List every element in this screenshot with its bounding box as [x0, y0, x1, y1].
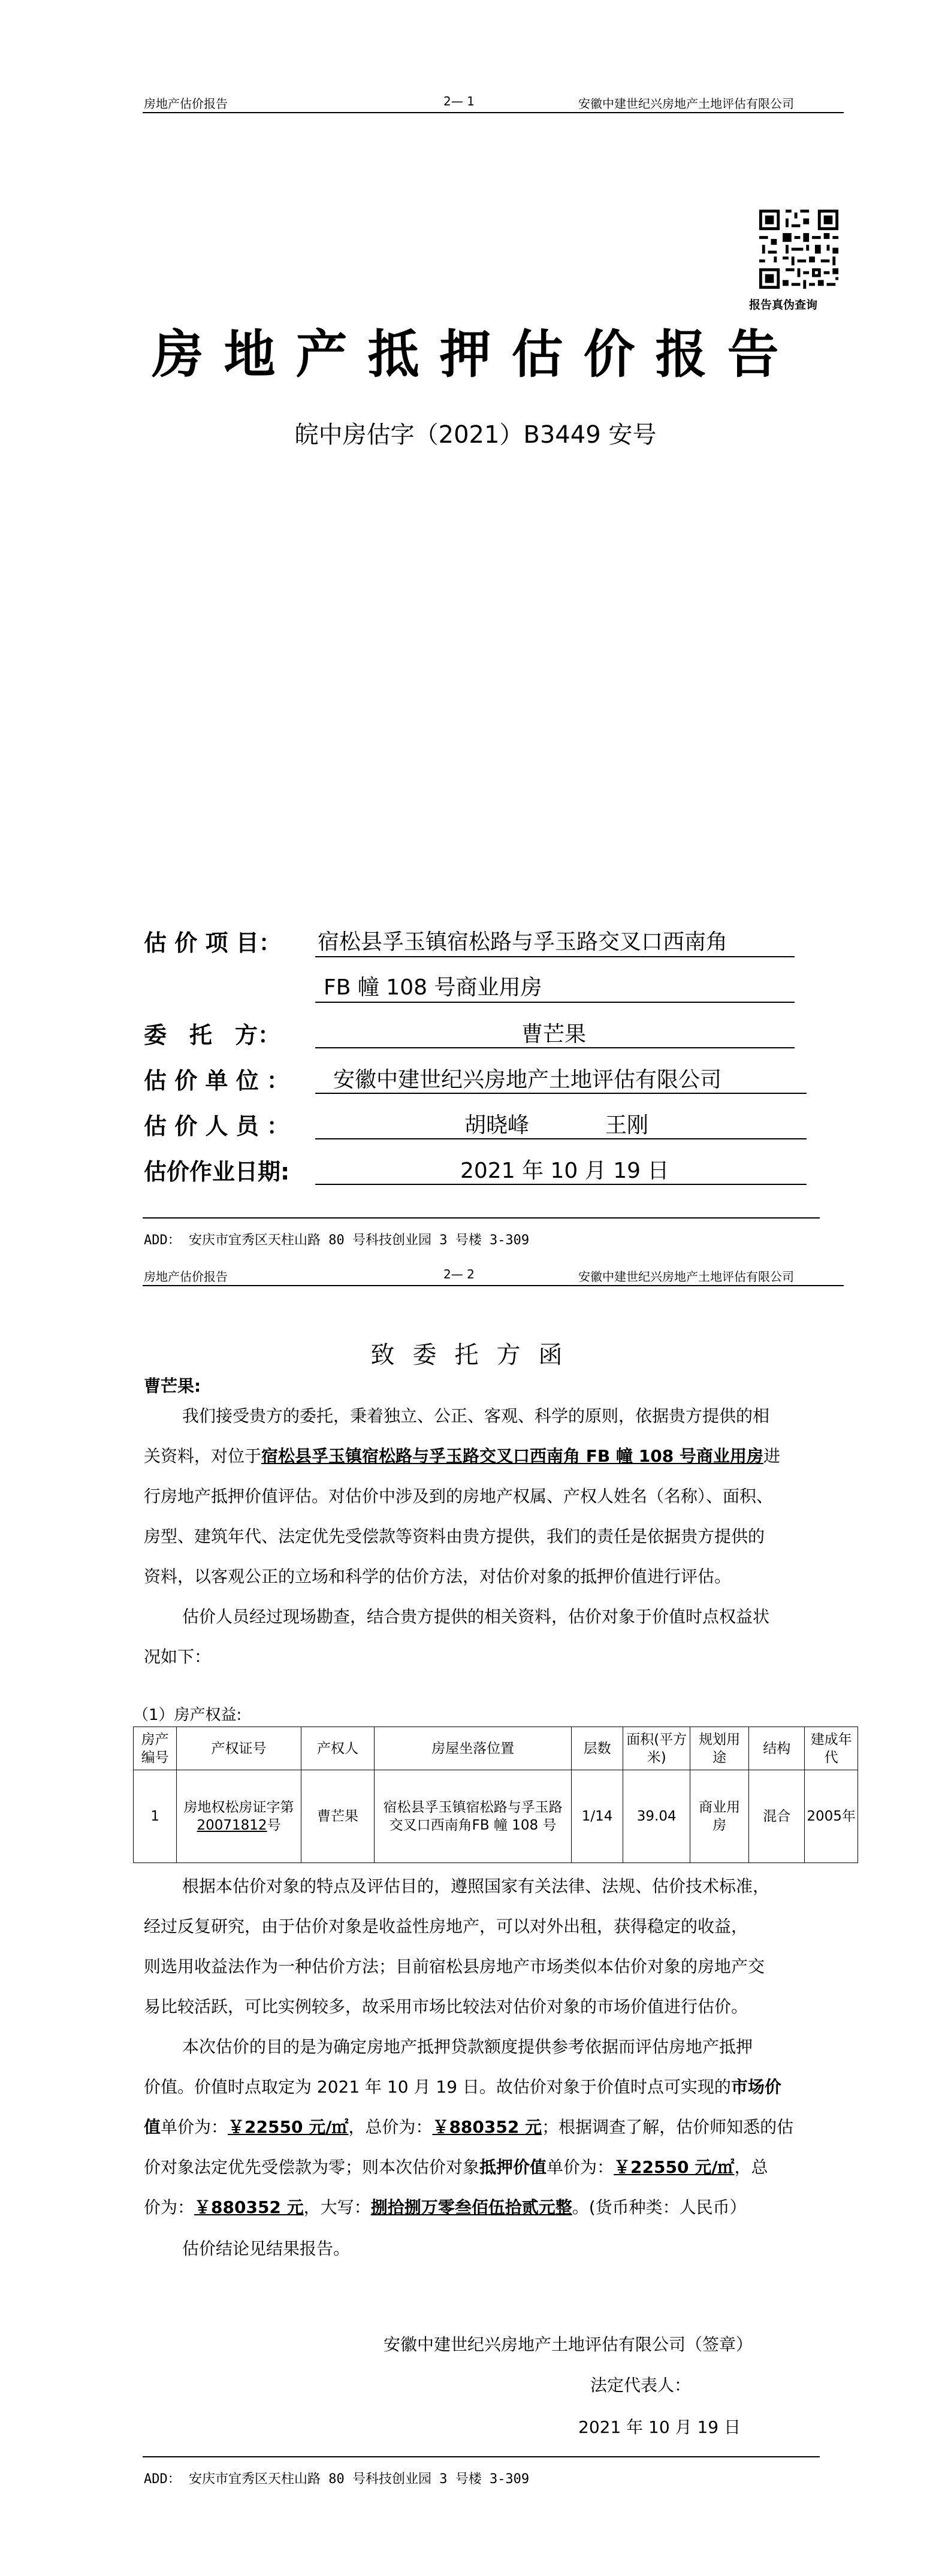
p4-line-2 — [144, 2067, 845, 2107]
client-underline — [315, 1047, 795, 1048]
appraisers-label: 估 价 人 员 ： — [144, 1113, 289, 1139]
qr-caption: 报告真伪查询 — [749, 298, 818, 312]
p4-line-1: 本次估价的目的是为确定房地产抵押贷款额度提供参考依据而评估房地产抵押 — [182, 2037, 753, 2057]
th-owner: 产权人 — [301, 1727, 374, 1770]
page1-footer-rule — [143, 1217, 820, 1219]
p1-tail: 进 — [763, 1446, 780, 1466]
date-underline — [315, 1184, 807, 1185]
mortgage-value-term: 抵押价值 — [479, 2157, 547, 2177]
th-area: 面积(平方米) — [623, 1727, 690, 1770]
capital-amount: 捌拾捌万零叁佰伍拾贰元整 — [370, 2197, 572, 2217]
project-value-underline-1 — [315, 956, 795, 957]
p1-line-5: 资料，以客观公正的立场和科学的估价方法，对估价对象的抵押价值进行评估。 — [144, 1567, 732, 1586]
signature-company: 安徽中建世纪兴房地产土地评估有限公司（签章） — [384, 2335, 753, 2354]
qr-code-icon[interactable] — [756, 207, 841, 292]
appraisers-underline — [315, 1138, 807, 1139]
currency-note: 。(货币种类：人民币） — [572, 2197, 747, 2217]
appraiser-org-label: 估 价 单 位 ： — [144, 1068, 289, 1094]
th-usage: 规划用途 — [690, 1727, 749, 1770]
letter-paragraph-4 — [144, 2027, 845, 2227]
p2-line-1: 估价人员经过现场勘查，结合贵方提供的相关资料，估价对象于价值时点权益状 — [182, 1607, 770, 1626]
report-document-number: 皖中房估字（2021）B3449 安号 — [294, 421, 657, 449]
cert-number: 20071812 — [197, 1818, 267, 1833]
page1-footer-address: ADD： 安庆市宜秀区天柱山路 80 号科技创业园 3 号楼 3-309 — [144, 1233, 530, 1248]
th-year: 建成年代 — [805, 1727, 858, 1770]
p1-intro: 关资料，对位于 — [144, 1446, 262, 1466]
appraiser-name-1: 胡晓峰 — [464, 1113, 530, 1138]
report-title: 房地产抵押估价报告 — [152, 325, 799, 385]
market-value-term-end: 值 — [144, 2117, 161, 2137]
appraiser-org-underline — [315, 1093, 807, 1094]
cell-location: 宿松县孚玉镇宿松路与孚玉路交叉口西南角FB 幢 108 号 — [375, 1770, 572, 1863]
property-rights-table — [133, 1727, 858, 1863]
market-total-price: ￥880352 元 — [432, 2117, 542, 2137]
property-address: 宿松县孚玉镇宿松路与孚玉路交叉口西南角 FB 幢 108 号商业用房 — [261, 1446, 763, 1466]
total-price-label: ，总价为： — [348, 2117, 433, 2137]
cell-owner: 曹芒果 — [301, 1770, 374, 1863]
capital-amount-label: ，大写： — [303, 2197, 371, 2217]
p3-line-1: 根据本估价对象的特点及评估目的，遵照国家有关法律、法规、估价技术标准， — [182, 1876, 770, 1896]
p4-line-3-tail: ；根据调查了解，估价师知悉的估 — [542, 2117, 794, 2137]
market-unit-price: ￥22550 元/㎡ — [228, 2117, 349, 2137]
p2-line-2: 况如下： — [144, 1647, 212, 1667]
cell-usage: 商业用房 — [690, 1770, 749, 1863]
letter-paragraph-1 — [144, 1396, 845, 1597]
client-label: 委 托 方： — [144, 1022, 281, 1048]
cell-floor: 1/14 — [571, 1770, 623, 1863]
mortgage-total-label: 价为： — [144, 2197, 195, 2217]
mortgage-unit-price: ￥22550 元/㎡ — [614, 2157, 735, 2177]
p3-line-2: 经过反复研究，由于估价对象是收益性房地产，可以对外出租，获得稳定的收益， — [144, 1916, 748, 1936]
letter-salutation: 曹芒果: — [144, 1376, 201, 1396]
page1-header-rule — [143, 112, 844, 113]
p4-line-4-text: 价对象法定优先受偿款为零；则本次估价对象 — [144, 2157, 480, 2177]
table-header-row — [134, 1727, 858, 1770]
page2-footer-address: ADD： 安庆市宜秀区天柱山路 80 号科技创业园 3 号楼 3-309 — [144, 2472, 530, 2487]
p4-line-2-text: 价值。价值时点取定为 2021 年 10 月 19 日。故估价对象于价值时点可实现的 — [144, 2077, 731, 2097]
date-value: 2021 年 10 月 19 日 — [460, 1159, 669, 1183]
signature-date: 2021 年 10 月 19 日 — [578, 2417, 741, 2437]
p4-line-5 — [144, 2187, 845, 2227]
appraiser-org-value: 安徽中建世纪兴房地产土地评估有限公司 — [333, 1068, 722, 1092]
page2-header-page-number: 2— 2 — [443, 1267, 475, 1281]
p1-line-1: 我们接受贵方的委托，秉着独立、公正、客观、科学的原则，依据贵方提供的相 — [182, 1406, 770, 1426]
cert-suffix: 号 — [267, 1818, 281, 1833]
signature-legal-rep: 法定代表人： — [590, 2375, 692, 2395]
cell-cert — [177, 1770, 301, 1863]
th-location: 房屋坐落位置 — [375, 1727, 572, 1770]
letter-paragraph-5: 估价结论见结果报告。 — [182, 2239, 351, 2258]
cell-no: 1 — [134, 1770, 177, 1863]
page1-header-left: 房地产估价报告 — [144, 96, 228, 111]
cert-prefix: 房地权松房证字第 — [183, 1800, 294, 1815]
project-label: 估 价 项 目： — [144, 930, 282, 956]
project-value-line2: FB 幢 108 号商业用房 — [324, 975, 542, 1000]
cell-area: 39.04 — [623, 1770, 690, 1863]
project-value-underline-2 — [315, 1002, 795, 1003]
page2-footer-rule — [143, 2456, 820, 2457]
p3-line-3: 则选用收益法作为一种估价方法；目前宿松县房地产市场类似本估价对象的房地产交 — [144, 1957, 765, 1976]
market-value-term: 市场价 — [730, 2077, 781, 2097]
cell-year: 2005年 — [805, 1770, 858, 1863]
project-value-line1: 宿松县孚玉镇宿松路与孚玉路交叉口西南角 — [318, 930, 728, 954]
p1-line-4: 房型、建筑年代、法定优先受偿款等资料由贵方提供，我们的责任是依据贵方提供的 — [144, 1526, 765, 1546]
date-label: 估价作业日期: — [144, 1159, 290, 1185]
th-floor: 层数 — [571, 1727, 623, 1770]
page1-header-right: 安徽中建世纪兴房地产土地评估有限公司 — [578, 96, 794, 111]
letter-paragraph-2 — [144, 1597, 845, 1677]
mortgage-total-price: ￥880352 元 — [194, 2197, 304, 2217]
cell-structure: 混合 — [749, 1770, 805, 1863]
page2-header-rule — [143, 1285, 844, 1286]
appraiser-name-2: 王刚 — [605, 1113, 649, 1138]
unit-price-label: 单价为： — [161, 2117, 228, 2137]
th-no: 房产编号 — [134, 1727, 177, 1770]
p3-line-4: 易比较活跃，可比实例较多，故采用市场比较法对估价对象的市场价值进行估价。 — [144, 1997, 748, 2016]
page1-header-page-number: 2— 1 — [443, 94, 475, 108]
table-caption: （1）房产权益: — [133, 1706, 242, 1724]
page2-header-right: 安徽中建世纪兴房地产土地评估有限公司 — [578, 1269, 794, 1284]
p1-line-2 — [144, 1436, 845, 1476]
letter-title: 致委托方函 — [370, 1341, 581, 1369]
p4-line-3 — [144, 2107, 845, 2147]
client-value: 曹芒果 — [521, 1022, 587, 1047]
page2-header-left: 房地产估价报告 — [144, 1269, 228, 1284]
th-cert: 产权证号 — [177, 1727, 301, 1770]
th-structure: 结构 — [749, 1727, 805, 1770]
p4-line-4-tail: ，总 — [734, 2157, 768, 2177]
mortgage-unit-price-label: 单价为： — [547, 2157, 614, 2177]
p1-line-3: 行房地产抵押价值评估。对估价中涉及到的房地产权属、产权人姓名（名称）、面积、 — [144, 1486, 774, 1506]
letter-paragraph-3 — [144, 1866, 845, 2027]
p4-line-4 — [144, 2147, 845, 2187]
table-row — [134, 1770, 858, 1863]
